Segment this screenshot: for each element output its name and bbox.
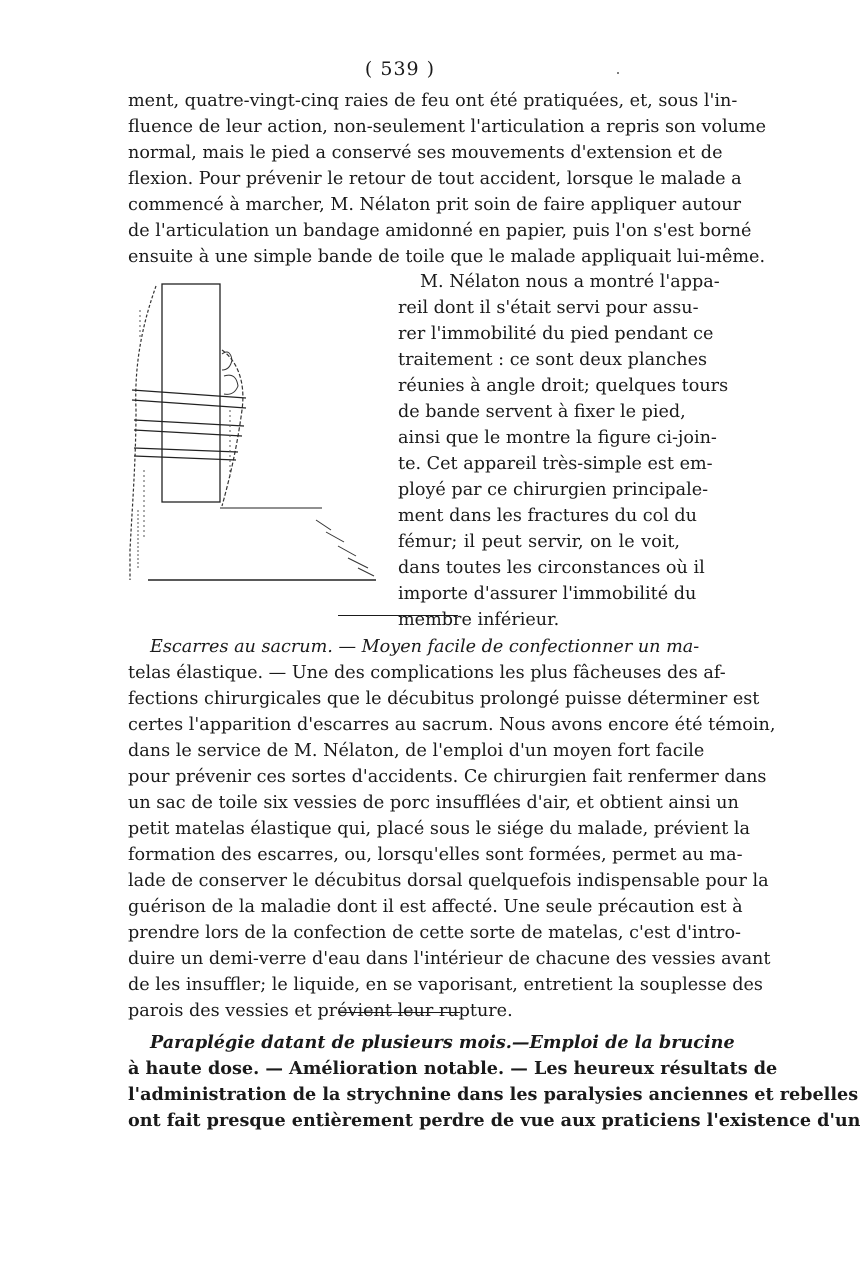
section2-heading-line: Escarres au sacrum. — Moyen facile de confectionner un ma-: [150, 637, 700, 657]
paragraph2-line: M. Nélaton nous a montré l'appa-: [420, 272, 720, 292]
paragraph2-line: réunies à angle droit; quelques tours: [398, 376, 729, 396]
plank-hatch: [316, 520, 331, 530]
splint-illustration: [126, 280, 388, 592]
paragraph2-line: ment dans les fractures du col du: [398, 506, 698, 526]
paragraph2-line: ployé par ce chirurgien principale-: [398, 480, 709, 500]
paragraph2-line: te. Cet appareil très-simple est em-: [398, 454, 713, 474]
section2-line: pour prévenir ces sortes d'accidents. Ce chirurgien fait renfermer dans: [128, 767, 767, 787]
print-speck: [617, 72, 619, 74]
plank-hatch: [358, 568, 374, 576]
paragraph1-line: de l'articulation un bandage amidonné en papier, puis l'on s'est borné: [128, 221, 752, 241]
section2-line: telas élastique. — Une des complications les plus fâcheuses des af-: [128, 663, 726, 683]
section2-line: guérison de la maladie dont il est affecté. Une seule précaution est à: [128, 897, 743, 917]
paragraph1-line: ment, quatre-vingt-cinq raies de feu ont été pratiquées, et, sous l'in-: [128, 91, 738, 111]
section3-line: l'administration de la strychnine dans les paralysies anciennes et rebelles: [128, 1084, 859, 1105]
paragraph1-line: flexion. Pour prévenir le retour de tout accident, lorsque le malade a: [128, 169, 742, 189]
section3-heading-line: Paraplégie datant de plusieurs mois.—Emploi de la brucine: [150, 1032, 735, 1053]
foot-front-outline: [222, 350, 243, 506]
leg-back-outline: [130, 286, 156, 580]
toe-outline: [224, 375, 238, 394]
section-divider: [338, 615, 458, 616]
section3-line: ont fait presque entièrement perdre de vue aux praticiens l'existence d'un: [128, 1110, 860, 1131]
paragraph2-line: de bande servent à fixer le pied,: [398, 402, 686, 422]
bandage-wrap: [132, 400, 246, 408]
plank-hatch: [326, 532, 344, 542]
paragraph1-line: normal, mais le pied a conservé ses mouvements d'extension et de: [128, 143, 723, 163]
paragraph2-line: fémur; il peut servir, on le voit,: [398, 532, 680, 552]
paragraph2-line: importe d'assurer l'immobilité du: [398, 584, 697, 604]
paragraph1-line: fluence de leur action, non-seulement l'articulation a repris son volume: [128, 117, 767, 137]
paragraph2-line: rer l'immobilité du pied pendant ce: [398, 324, 714, 344]
paragraph2-line: dans toutes les circonstances où il: [398, 558, 705, 578]
section2-line: petit matelas élastique qui, placé sous le siége du malade, prévient la: [128, 819, 750, 839]
bandage-wrap: [134, 456, 236, 460]
splint-figure: [126, 280, 388, 592]
paragraph2-line: reil dont il s'était servi pour assu-: [398, 298, 699, 318]
section2-line: dans le service de M. Nélaton, de l'emploi d'un moyen fort facile: [128, 741, 705, 761]
bandage-wrap: [134, 448, 238, 452]
bandage-wrap: [134, 430, 242, 436]
section-divider: [340, 1012, 460, 1013]
bandage-wrap: [134, 420, 244, 426]
paragraph2-line: ainsi que le montre la figure ci-join-: [398, 428, 717, 448]
section2-line: fections chirurgicales que le décubitus prolongé puisse déterminer est: [128, 689, 760, 709]
paragraph2-line: membre inférieur.: [398, 610, 560, 630]
paragraph2-line: traitement : ce sont deux planches: [398, 350, 708, 370]
section2-line: prendre lors de la confection de cette sorte de matelas, c'est d'intro-: [128, 923, 741, 943]
section2-line: duire un demi-verre d'eau dans l'intérieur de chacune des vessies avant: [128, 949, 771, 969]
section2-line: certes l'apparition d'escarres au sacrum. Nous avons encore été témoin,: [128, 715, 776, 735]
section3-line: à haute dose. — Amélioration notable. — Les heureux résultats de: [128, 1058, 778, 1079]
paragraph1-line: ensuite à une simple bande de toile que le malade appliquait lui-même.: [128, 247, 766, 267]
section2-line: formation des escarres, ou, lorsqu'elles sont formées, permet au ma-: [128, 845, 743, 865]
section2-line: de les insuffler; le liquide, en se vaporisant, entretient la souplesse des: [128, 975, 763, 995]
section2-line: lade de conserver le décubitus dorsal quelquefois indispensable pour la: [128, 871, 769, 891]
plank-hatch: [338, 546, 356, 556]
paragraph1-line: commencé à marcher, M. Nélaton prit soin de faire appliquer autour: [128, 195, 741, 215]
section2-line: un sac de toile six vessies de porc insufflées d'air, et obtient ainsi un: [128, 793, 739, 813]
plank-hatch: [348, 558, 368, 568]
section2-line: parois des vessies et prévient leur rupture.: [128, 1001, 513, 1021]
page-number: ( 539 ): [364, 58, 436, 80]
